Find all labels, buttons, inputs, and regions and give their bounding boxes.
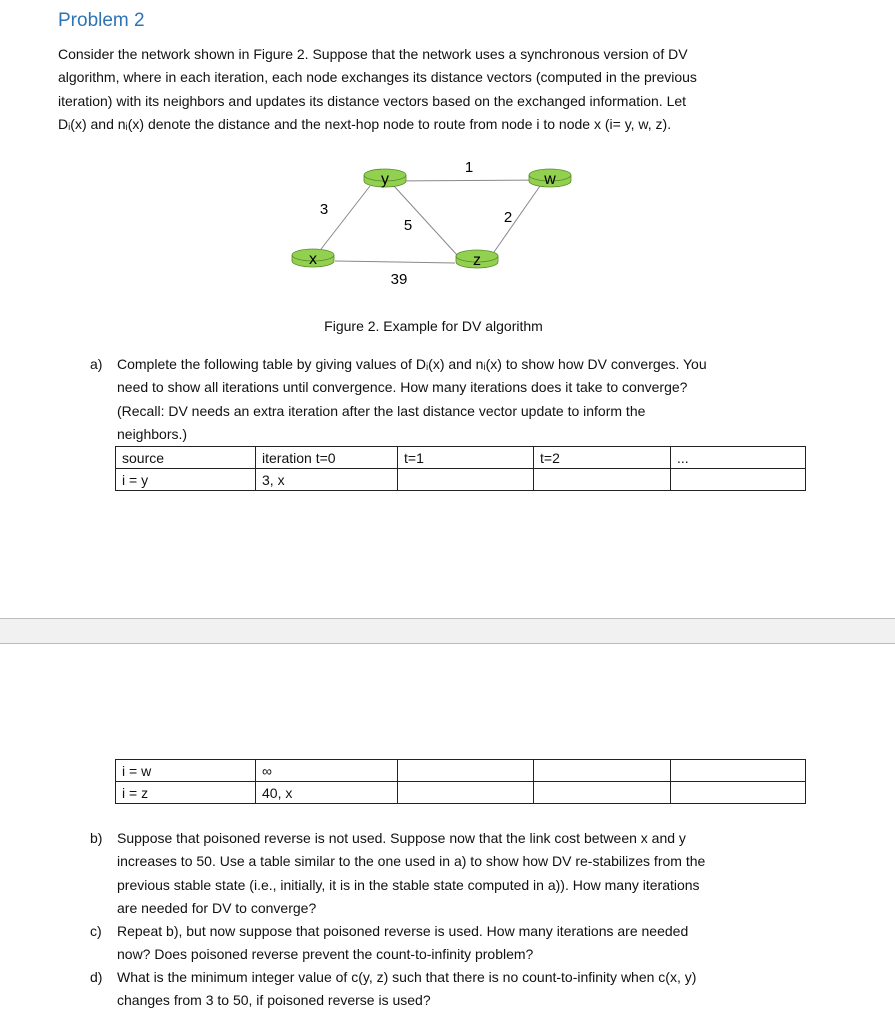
part-b-line: increases to 50. Use a table similar to the one used in a) to show how DV re-stabilizes from the [117,853,706,870]
table-row [116,469,806,491]
part-c-label: c) [90,923,102,939]
edge-w-z [494,186,540,252]
edge-label-x-z: 39 [390,271,408,288]
table-row [116,760,806,782]
intro-line: Consider the network shown in Figure 2. Suppose that the network uses a synchronous version of DV [58,46,688,62]
part-d-label: d) [90,969,103,985]
table-cell [398,760,534,782]
part-c-line: Repeat b), but now suppose that poisoned reverse is used. How many iterations are needed [117,923,689,939]
table-cell: 3, x [256,469,398,491]
node-label-x: x [309,251,317,268]
table-cell [671,760,806,782]
router-node-z [456,250,498,269]
table-cell: i = y [116,469,256,491]
edge-x-z [335,261,455,263]
part-d-line: changes from 3 to 50, if poisoned reverse is used? [117,992,431,1009]
table-cell [398,782,534,804]
edge-label-y-w: 1 [464,159,474,176]
router-node-x [292,249,334,268]
table-cell: i = z [116,782,256,804]
part-a-line: need to show all iterations until convergence. How many iterations does it take to converge? [117,379,688,396]
edge-label-x-y: 3 [319,201,329,218]
page-break [0,618,895,644]
header-t0: iteration t=0 [256,447,398,469]
edge-x-y [318,186,370,253]
problem-title: Problem 2 [58,10,145,31]
part-b-label: b) [90,830,103,846]
edge-label-y-z: 5 [403,217,413,234]
part-b [90,827,705,920]
table-cell: ∞ [256,760,398,782]
table-cell [398,469,534,491]
table-cell [671,469,806,491]
table-cell: i = w [116,760,256,782]
header-t2: t=2 [534,447,671,469]
intro-line: algorithm, where in each iteration, each node exchanges its distance vectors (computed in the previous [58,69,697,86]
intro-line: iteration) with its neighbors and updates its distance vectors based on the exchanged information. Let [58,92,687,109]
router-node-w [529,169,571,188]
part-a [90,353,707,446]
part-b-line: previous stable state (i.e., initially, it is in the stable state computed in a)). How many iterations [117,876,700,893]
part-a-line: neighbors.) [117,425,188,442]
header-source: source [116,447,256,469]
part-c-line: now? Does poisoned reverse prevent the count-to-infinity problem? [117,946,534,963]
table-cell [671,782,806,804]
table-row [116,782,806,804]
part-d-line: What is the minimum integer value of c(y, z) such that there is no count-to-infinity when c(x, y) [117,969,697,985]
router-node-y [364,169,406,188]
edge-y-w [385,180,550,181]
header-t1: t=1 [398,447,534,469]
part-b-line: Suppose that poisoned reverse is not used. Suppose now that the link cost between x and y [117,830,686,846]
table-cell [534,782,671,804]
network-figure [0,0,895,310]
part-d [90,966,696,1013]
part-a-line: (Recall: DV needs an extra iteration after the last distance vector update to inform the [117,402,646,419]
dv-table-bottom [115,759,806,804]
node-label-y: y [381,171,389,188]
table-cell [534,760,671,782]
header-more: ... [671,447,806,469]
node-label-z: z [473,252,481,269]
table-cell: 40, x [256,782,398,804]
figure-caption: Figure 2. Example for DV algorithm [324,318,543,334]
part-c [90,920,688,967]
part-a-label: a) [90,356,103,372]
part-a-line: Complete the following table by giving values of Dᵢ(x) and nᵢ(x) to show how DV converges. You [117,356,707,372]
dv-table-top [115,446,806,491]
table-cell [534,469,671,491]
part-b-line: are needed for DV to converge? [117,899,317,916]
node-label-w: w [544,171,556,188]
intro-line: Dᵢ(x) and nᵢ(x) denote the distance and the next-hop node to route from node i to node x (i= y, w, z). [58,115,672,132]
edge-label-w-z: 2 [503,209,513,226]
table-header-row [116,447,806,469]
